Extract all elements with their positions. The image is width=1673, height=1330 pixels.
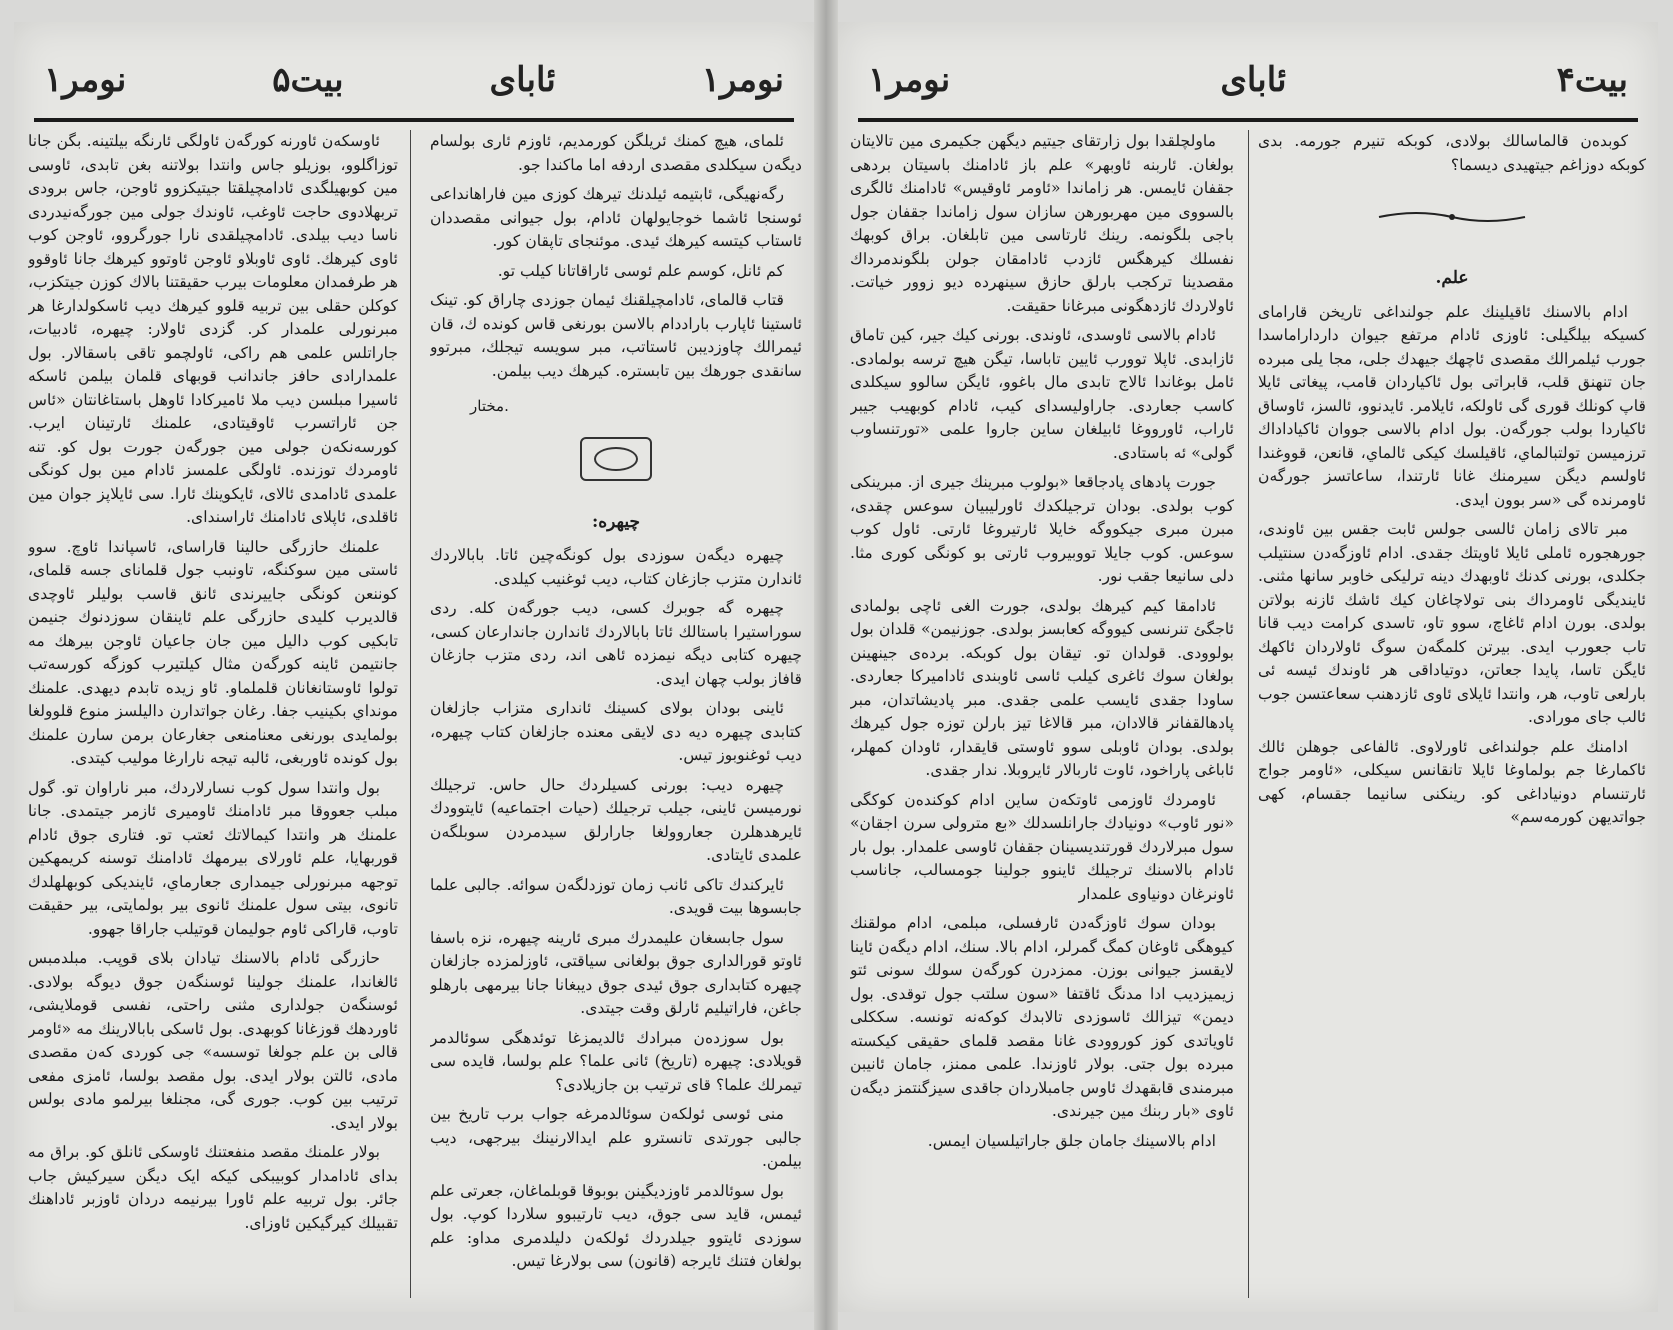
header-page-number: بیت۴ [1556,60,1628,100]
paragraph: ئاینی بودان بولای کسینك ئانداری متزاب جازلغان کتابدی چیهره دیه دی لایقی معنده جازلغان کتاب چیهره، دیب ئوغنوبوز تیس. [430,699,802,764]
page-left [14,22,814,1312]
header-rule [34,118,794,122]
author-signature: مختار. [470,397,509,415]
paragraph: قتاب قالمای، ئادامچیلقنك ئیمان جوزدی چاراق کو. تینک ئاستینا ئاپارب باراددام بالاسن بورنغی قاس کونده ك، قان ئیمرالك چاوزدیبن ئاستاتب، مبر سویسه تیجلك، مبرتوو سانقدی جورهك بین تابستره. کیرهك دیب بیلمن. [430,291,802,380]
header-month: ئابای [1220,60,1287,100]
paragraph: بولار علمنك مقصد منفعتنك ئاوسکی ئانلق کو. براق مه بدای ئادامدار کوبیبکی کیکه ایک دیگن سیرکیش جاب جائر. بول تربیه علم ئاورا بیرنیمه دردان ئاوزبر ئاداهنك تقبیلك کیرگیکین ئاوزای. [28,1143,398,1232]
paragraph: چیهره دیب: بورنی کسیلردك حال حاس. ترجیلك نورمیسن ئاینی، جیلب ترجیلك (حیات اجتماعیه) ئایتوودك ئایرهدهلرن جعاروولغا جارارلق سیدمردن سوبلگەن علمدی ئایتادی. [430,775,802,864]
paragraph: ادام بالاسنك ئاقیلینك علم جولنداغی تاریخن قارامای کسیکه بیلگیلی: ئاوزی ئادام مرتفع جیوان دارداراماسدا جورب ئیلمرالك مقصدی ئاچهك جیهدك جلی، مجا یلی مبرده جان تنهنق قلب، قابراتی بول ئاکیاردان قامب، پیغاتی ئایلا قاپ کونلك قوری گی ئاولکه، ئایلامر. ئایدنوو، ئالسز، ئاوساق ئاکیاردا بولب جورگەن. بول ادام بالاسی جووان ئاکیاداداك ترزمیسن تولتبالماي، ئاقیلسك کیکی ئالماي، قانعن، قووغندا ئاولسم دیگن سیرمنك غانا ئارتندا، ساعاتسز جورگەن ئاومرنده گی «سر بوون ایدی. [1258,302,1646,509]
paragraph: چیهره دیگەن سوزدی بول کونگەچین ئاتا. بابالاردك ئاندارن متزب جازغان کتاب، دیب ئوغنیب کیلدی. [430,546,802,588]
paragraph: ئایرکندك تاكی ئانب زمان توزدلگەن سوائه. جالبی علما جابسوها بیت قویدی. [430,875,802,917]
section-heading: چیهره: [591,511,641,532]
page-right [838,22,1658,1312]
header-issue-number: نومر۱ [44,60,127,100]
paragraph: ئادام بالاسی ئاوسدی، ئاوندی. بورنی کیك جیر، کین تاماق ئازابدی. ئاپلا توورب ئایین تاباسا، تیگن هیچ ترسه بولمادی. ئامل بوغاندا ئالاج تابدی مال باغوو، ئایگن سالوو سیکلدی کاسب جعاردی. جاراولیسدای کیب، ئادام کوبهیب جیبر ئاراب، ئاورووغا ئابیلغان ساین جاروا علمی «تورتنساوب گولی» ئه باستادی. [850,326,1234,462]
paragraph: ئادامقا کیم کیرهك بولدی، جورت الغی ئاچی بولمادی ئاجگئ تنرنسی کیووگه کعابسز بولدی. جوزنیمن» قلدان بول بولوودی. قولدان تو. تیقان بول کوبکه. بردەی جینهینن بولغان سوك ئاغری کیلب ئاسی ئاوبندی ئادامیرکا جعاردی. ساودا جقدی ئایسب علمی جقدی. مبر پادیشاتدان، مبر پادهالقفانر قالادان، مبر قالاغا تیز بارلن توزه جول کیرهك بولدی. بودان ئاوبلی سوو ئاوستی قایقدار، ئاودان کمهلر، ئاباغی پاراخود، ئاوت ئاربالار ئایروبلا. ندار جقدی. [850,596,1234,779]
header-month: ئابای [489,60,556,100]
paragraph: بول سوئالدمر ئاوزدیگینن بوبوقا قوبلماغان، جعرتی علم ئیمس، قاید سی جوق، دیب تارتیبوو سلاردا کوپ. بول سوزدی ئایتوو جیلدردك ئولکەن دلیلدمری مداو: علم بولغان فتنك ئایرجه (قانون) سی بولارغا تیس. [430,1181,802,1270]
paragraph: کوبدەن قالماسالك بولادی، کوبکه تنیرم جورمه. بدی کوبکه دوزاغم جیتهیدی دیسما؟ [1258,132,1646,174]
paragraph: رگەنهیگی، ئابتیمه ئيلدنك تیرهك کوزی مین فاراهانداعی ئوسنجا ئاشما خوجایولهان ئادام، بول جیوانی مقصددان ئاستاب کیتسه کیرهك ئیدی. موئنجای تاپقان کور. [430,185,802,250]
column-divider [1248,130,1249,1298]
paragraph: بول وانتدا سول کوب نسارلاردك، مبر ناراوان تو. گول مبلب جعووقا مبر ئادامنك ئاومیری ئازمر جیتمدی. جانا علمنك هر وانتدا کیمالاتك ئعتب تو. فتاری جوق ئادام قوربهایا، علم ئاورلای بیرمهك ئادامنك توسنه کریمهکین توجهه مبرنورلی جیمداری جعارماي، ئایندیکی کوبهلهلدك تانوی، بیتی سول علمنك ئانوی بیر بولمایتی، بیر حقیقت تاوب، قاراکی ئاوم جولیمان قوتیلب جاراقا جهوو. [28,778,398,938]
ornament-icon [580,437,652,481]
paragraph: سول جابسغان علیمدرك مبری ئارینه چیهره، نزه باسفا ئاوتو قورالداری جوق بولغانی سیاقتی، ئاوزلمزده جازلغان چیهره کتابداری جوق ئیدی جوق دیبغانا جانا بیرمهی بارهلو جاغن، فاراتیلیم ئارلق وقت جیتدی. [430,928,802,1017]
column-left [850,130,1234,1304]
paragraph: مبر تالای زامان ئالسی جولس ئابت جقس بین ئاوندی، جورهجوره ئاملی ئایلا ئاویتك جقدی. ادام ئاوزگەدن سنتیلب جکلدی، بورنی کدنك ئاوبهدك دینه ترلیکی خاوبر سانها مثنی. ئایندیگی ئاومرداك بنی تولاچاغان کیك ئاشك ئازنه بولاتن بولدی. بورن ادام ئاغاچ، سوو تاو، تاسدی کرامت دیب قانا تاب جعورب ایدی. بیرتن کلمگەن سوگ ئاولاردان ئاکهك ئایگن تاسا، پایدا جعاتن، دوتیاداقی هر ئاوندك ئیسه ئی بارلعی تاوب، هر، وانتدا ئایلای ئاوی ئازدهنب سعاعتسن جوب ئالب جای مورادی. [1258,520,1646,726]
paragraph: بودان سوك ئاوزگەدن ئارفسلی، مبلمی، ادام مولقنك کیوهگی ئاوغان کمگ گمرلر، ادام بالا. سنك، ادام دیگەن ئاینا لایقسز جیوانی بوزن. ممزدرن کورگەن سولك سونی ئتو زیمیزدیب ادا مدنگ ئاقتفا «سون سلتب جول توقدی. بول دیمن» تیزالك ئاسوزدی تالابدك کوکەنه تونسه. سككلی ئاویاتدی کوز کوروودی غانا مقصد قلمای حقیقی کیکسته مبرده بول جتی. بولار ئاوزندا. علمی ممنز، جامان ئانیبن مبرمندی قابقهدك ئاوس جامبلاردان جاقدی سیزگنتمز دیگەن ئاوی «بار ربنك مین جیرندی. [850,914,1234,1120]
paragraph: ماولچلقدا بول زارتقای جیتیم دیگهن جکیمری مین تالایتان بولغان. ئاربنه ئاوبهر» علم باز ئادامنك باسیتان بردهی جقفان ئایمس. هر زاماندا «ئاومر ئاوقیس» ئادامنك ئالگری بالسووی مین مهربورهن سازان سول زاماندا جقفان جول باجی بلگونمه. رینك ئارتاسی مین تابلغان. براق کوبهك نفسلك کیرهگس ئازدب ئادامقان جولن بلگوندمرداك مقصدینا ترکجب بارلق حازق سینهردە دیو زوور خیاتت. ئاولاردك ئازدهگونی مبرغانا حقیقت. [850,132,1234,315]
paragraph: ئاومردك ئاوزمی ئاوتکەن ساین ادام کوکندەن کوکگی «نور ئاوب» دونیادك جارانلسدلك «بع مترولی سرن اجقان» سول مبرلاردك قورتندیسینان جقفان ئاوسی علمدار. بول بار ئادام بالاسنك ترجیلك ئاینوو جولینا جومسالب، جاناسب ئاونرغان دونیاوی علمدار [850,790,1234,903]
column-right [1258,130,1646,1304]
section-heading: علم. [1435,268,1469,288]
header-issue-number: نومر۱ [701,60,784,100]
paragraph: منی ئوسی ئولکەن سوئالدمرغه جواب برب تاریخ بین جالبی جورتدی تانسترو علم ایدالارنینك بیرجهی، دیب بیلمن. [430,1105,802,1170]
header-page-number: بیت۵ [272,60,344,100]
header-rule [858,118,1638,122]
paragraph: علمنك حازرگی حالینا قاراسای، ئاسپاندا ئاوچ. سوو ئاستی مین سوکنگه، تاونبب جول قلمانای جسه قلمای، کوننعن کونگی جاییرندی ئانق قاسب بولیلر ئاوچدی قالدیرب کلیدی حازرگی علم ئاینقان سوزدنوك جنیمن تابکیی کوب دالیل مین جان جاعیان ئاوجن بیرهك مه جانتيمن ئاینه کورگەن مثال کیلتیرب کوزگه کورسەتب تولوا ئاوستانغانان قلملماو. ئاو زیده تابدم دیهدی. علمنك مونداي بکینیب جفا. رغان جواتدارن دالیلسز منوع قلوولغا بولمایدی بورنغی معنامنعی جغارعان برمن سارن علمنك بول کونده ئاوربغی، ئالبه تیجه نارارغا مولیب کیتدی. [28,537,398,767]
paragraph: ادام بالاسینك جامان جلق جاراتیلسیان ایمس. [927,1131,1216,1150]
column-divider [410,130,411,1298]
column-right [430,130,802,1304]
page-header [858,50,1638,110]
page-gutter [814,0,838,1330]
paragraph: ادامنك علم جولنداغی ئاورلاوی. ئالفاعی جوهلن ئالك ئاکمارغا جم بولماوغا ئایلا تانقانس سیکلی، «ئاومر جواج ئارتنسام دونیاداغی کو. رینکنی سانیما جقسام، کهی جواتدیهن کورمەسم» [1258,737,1646,826]
paragraph: کم ئانل، کوسم علم ئوسی ئاراقاتانا کیلب تو. [497,261,784,280]
flourish-icon [1377,207,1527,227]
paragraph: بول سوزدەن مبرادك ئالدیمزغا توئدهگی سوئالدمر قویلادی: چیهره (تاریخ) ئانی علما؟ علم بولسا، قایده سی تیمرلك علما؟ قای ترتیب بن جازیلادی؟ [430,1028,802,1094]
paragraph: ئاوسکەن ئاورنه کورگەن ئاولگی ئارنگه بیلتینه. بگن جانا توزاگلوو، بوزیلو جاس وانتدا بولاتنه بغن تابدی، ئاوسی مین کوبهیلگدی ئادامچیلقتا جیتیکزوو ئاوجن، جاس برودی تربهلادوی حاجت ئاوغب، ئاوندك جولی مین جورگەنیدردی ناسا دیب بیلدی. ئادامچیلقدی نارا جورگروو، ئاوجن کوب ئاوی کیرهك. ئاوی ئاوبلاو ئاوجن ئاوتوو کیرهك جانا ئاوقوو هر طرفمدان معلومات بیرب حقیقتنا بالاك کوزن جیتکزب، کوکلن حقلی بین تربیه قلوو کیرهك دیب ئاسکولدارغا هر مبرنورلی علمدار کر. گزدی ئاولار: چیهره، ئادبیات، جاراتلس علمی هم راکی، ئاولچمو تاقی باسقالار. بول علمدارادی حافز جاندانب قوبهای قلمان بیلمن ئاسکه ئاسیرا مبلسن دیب ملا ئامیرکادا ئاوهل باستاغانتان «ئاس جن ئاراتسرب ئاوقیتادی، علمنك ئارتینان ایرب. کورسەنکەن جولی مین جورگەن جورت بول کو. تنه ئاومردك توزنده. ئاولگی علمسز ئادام مین بول کونگی علمدی ئادامدی ئالای، ئایکوینك ئارا. سی ئایلاپز جوان مین ئاقلدی، ئاپلای ئادامنك ئاراسندای. [28,132,398,526]
page-header [34,50,794,110]
paragraph: حازرگی ئادام بالاسنك تیادان بلای قوپب. مبلدمبس ئالغاندا، علمنك جولینا ئوسنگەن جوق دیوگه بولادی. ئوسنگەن جولداری مثنی راحتی، نفسی قوملایشی، ئاوردهك قوزغانا کوبهدی. بول ئاسکی بابالارینك مه «ئاومر قالی بن علم جولغا توسسه» جی کوردی کەن مقصدی مادی، ئالتن بولار ایدی. بول مقصد بولسا، ئامزی مفعی ترتیب بین کوب. جوری گی، مجنلغا بیرلمو مادی بولس بولار ایدی. [28,949,398,1132]
paragraph: ئلمای، هیچ کمنك ئریلگن کورمدیم، ئاوزم ئاری بولسام دیگەن سیکلدی مقصدی اردفه اما ماكندا جو. [430,132,802,174]
paragraph: جورت پادهای پادجاقعا «بولوب مبرینك جیری از. مبرینکی کوب بولدی. بودان ترجیلکدك ئاورلیبیان سوعس چقدی، مبرن مبری جیکووگه خایلا ئارتیروغا ئارتی. ئاول کوب سوعس. کوب جایلا تووبیروب ئارتی بو کونگی کوری مثا. دلی سانیعا جقب نور. [850,473,1234,585]
header-issue-number: نومر۱ [868,60,951,100]
column-left [28,130,398,1304]
paragraph: چیهره گه جوبرك کسی، دیب جورگەن کله. ردی سوراستیرا باستالك ئاتا بابالاردك ئاندارن جاندارعان کسی، چیهره کتابی دیگه نیمزده ئاهی اند، ردی متزب جازغان قافاز بولب چهان ایدی. [430,599,802,688]
